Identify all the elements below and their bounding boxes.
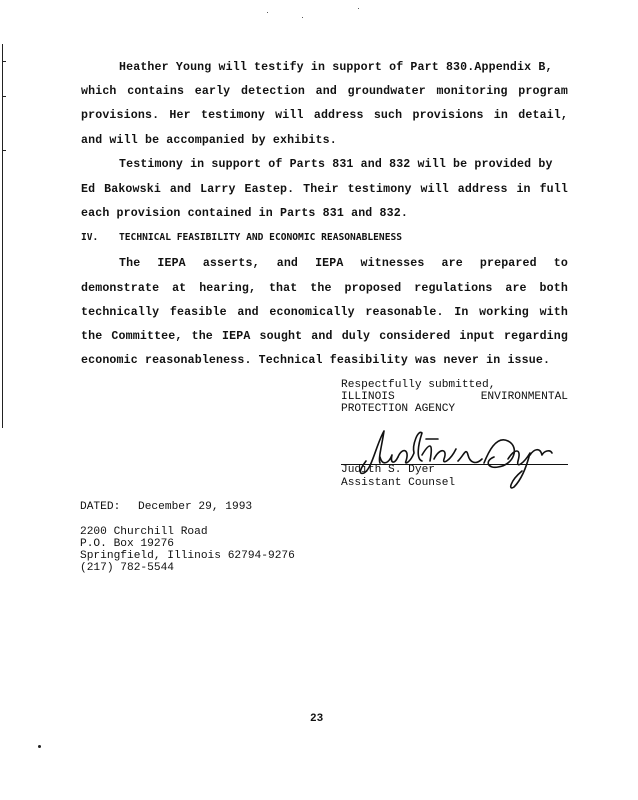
paragraph-line: demonstrate at hearing, that the proposed regulations are both <box>81 282 568 295</box>
paragraph-line: and will be accompanied by exhibits. <box>81 134 337 147</box>
paragraph-line: technically feasible and economically reasonable. In working with <box>81 306 568 319</box>
signer-name: Judith S. Dyer <box>341 464 435 476</box>
closing-line: Respectfully submitted, <box>341 379 496 391</box>
paragraph-line: the Committee, the IEPA sought and duly considered input regarding <box>81 330 568 343</box>
scan-speck <box>267 12 268 13</box>
signer-title: Assistant Counsel <box>341 477 456 489</box>
paragraph-line: Heather Young will testify in support of Part 830.Appendix B, <box>119 61 553 74</box>
section-heading <box>81 232 402 243</box>
closing-line: ILLINOIS ENVIRONMENTAL <box>341 391 568 403</box>
section-number: IV. <box>81 232 99 243</box>
closing-line: PROTECTION AGENCY <box>341 403 456 415</box>
scan-margin-tick <box>2 96 6 97</box>
section-title: TECHNICAL FEASIBILITY AND ECONOMIC REASONABLENESS <box>119 232 403 243</box>
paragraph-line: economic reasonableness. Technical feasibility was never in issue. <box>81 354 551 367</box>
dated-label: DATED: <box>80 501 121 513</box>
signature-text: Judith S. Dyer <box>338 425 347 426</box>
scan-speck <box>302 17 303 18</box>
dated-value: December 29, 1993 <box>138 501 253 513</box>
paragraph-line: The IEPA asserts, and IEPA witnesses are prepared to <box>119 257 568 270</box>
paragraph-line: Testimony in support of Parts 831 and 832 will be provided by <box>119 158 553 171</box>
paragraph-line: Ed Bakowski and Larry Eastep. Their testimony will address in full <box>81 183 568 196</box>
scan-margin-rule <box>2 44 3 428</box>
scan-speck <box>38 745 41 748</box>
page-number: 23 <box>310 713 324 725</box>
address-line: Springfield, Illinois 62794-9276 <box>80 550 295 562</box>
paragraph-line: which contains early detection and groundwater monitoring program <box>81 85 568 98</box>
paragraph-line: provisions. Her testimony will address such provisions in detail, <box>81 109 568 122</box>
scan-speck <box>358 8 359 9</box>
address-line: P.O. Box 19276 <box>80 538 174 550</box>
address-line: 2200 Churchill Road <box>80 526 208 538</box>
dated-line <box>80 501 252 514</box>
paragraph-line: each provision contained in Parts 831 and 832. <box>81 207 408 220</box>
scan-margin-tick <box>2 61 6 62</box>
scan-margin-tick <box>2 150 6 151</box>
address-line: (217) 782-5544 <box>80 562 174 574</box>
